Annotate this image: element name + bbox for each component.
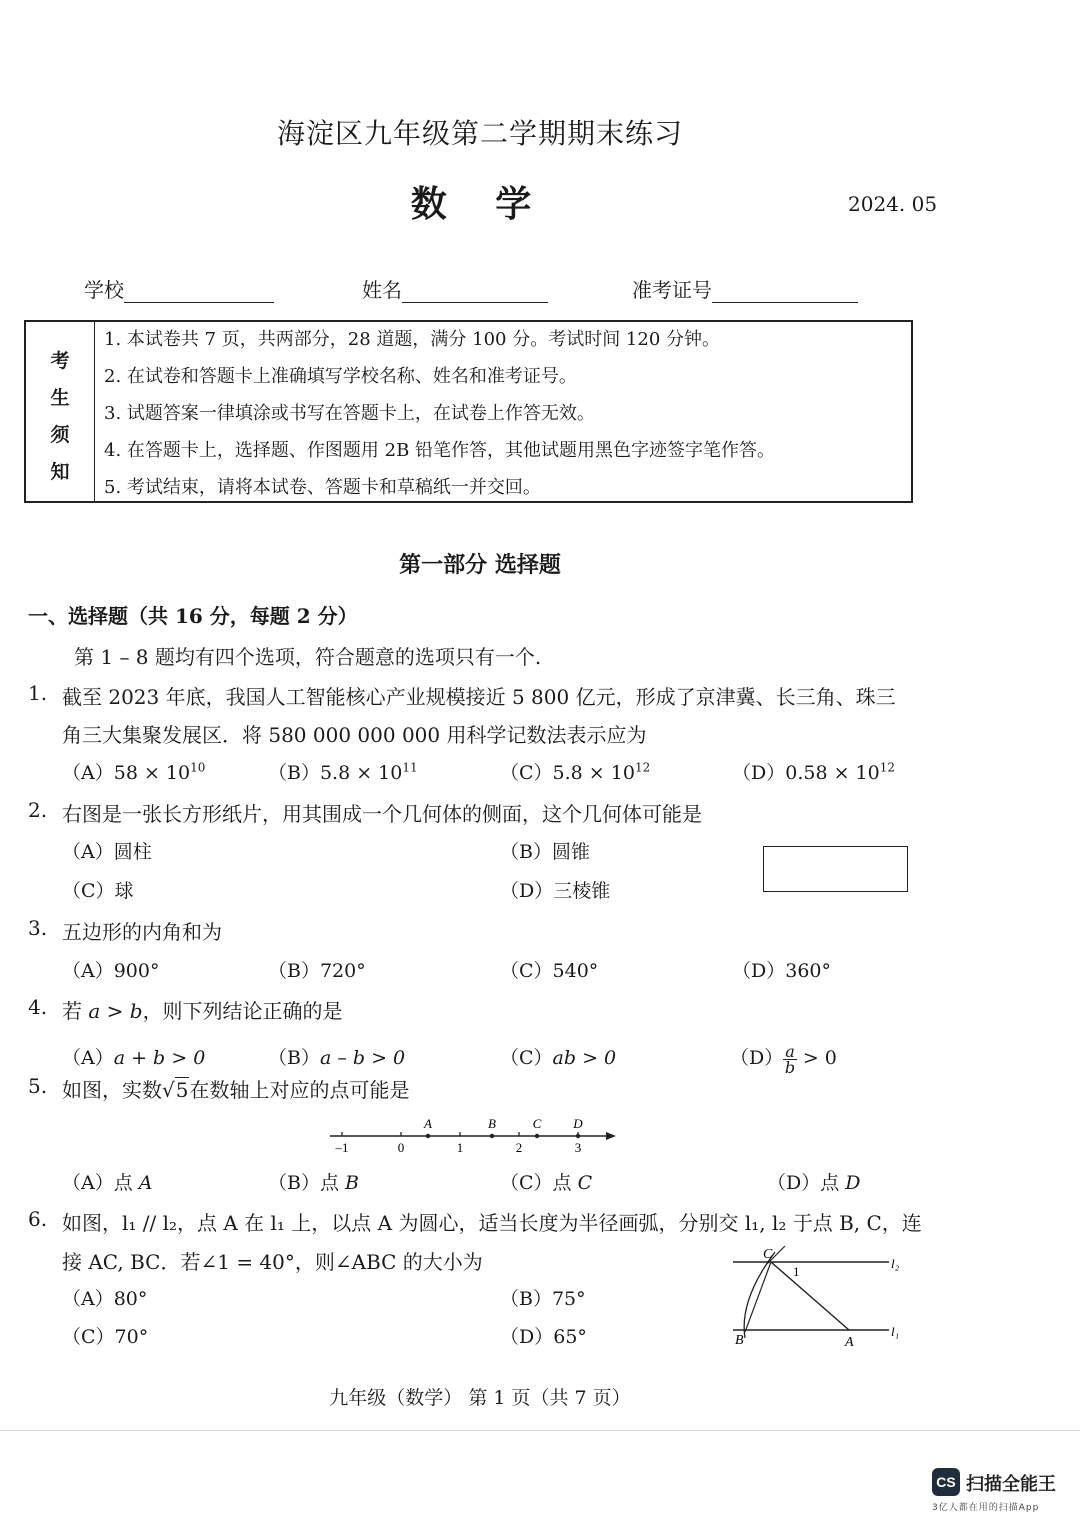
- notice-item: 1. 本试卷共 7 页，共两部分，28 道题，满分 100 分。考试时间 120 分钟。: [104, 329, 721, 350]
- option-d: （D）点 D: [767, 1172, 861, 1194]
- notice-side-char: 考: [50, 350, 70, 372]
- number-line-point: [490, 1134, 494, 1138]
- scanner-tagline: 3亿人都在用的扫描App: [932, 1503, 1040, 1513]
- arrow-icon: [606, 1132, 616, 1140]
- question-stem: 若 a > b，则下列结论正确的是: [62, 999, 343, 1023]
- label-angle-1: 1: [793, 1264, 800, 1279]
- page-footer: 九年级（数学） 第 1 页（共 7 页）: [329, 1387, 631, 1409]
- exam-title: 海淀区九年级第二学期期末练习: [276, 117, 683, 150]
- notice-item: 4. 在答题卡上，选择题、作图题用 2B 铅笔作答，其他试题用黑色字迹签字笔作答。: [104, 440, 776, 461]
- school-label: 学校: [84, 278, 124, 302]
- option-b: $(B)5.8 \times 10^{11}$: [268, 760, 418, 784]
- notice-item: 5. 考试结束，请将本试卷、答题卡和草稿纸一并交回。: [104, 477, 541, 498]
- label-l2: l₂: [891, 1256, 900, 1271]
- option-b: （B）a – b > 0: [268, 1047, 406, 1069]
- question-stem: 截至 2023 年底，我国人工智能核心产业规模接近 5 800 亿元，形成了京津冀、长三角、珠三: [62, 685, 896, 709]
- notice-side-char: 生: [50, 387, 70, 409]
- part-title: 第一部分 选择题: [399, 552, 561, 578]
- parallel-lines-figure: [725, 1240, 915, 1352]
- question-number: 6.: [28, 1207, 48, 1231]
- option-d: （D）360°: [732, 960, 831, 982]
- option-b: （B）75°: [500, 1288, 586, 1310]
- number-line-tick-label: 2: [515, 1140, 523, 1155]
- name-blank: [402, 280, 548, 303]
- question-stem: 如图，实数√5在数轴上对应的点可能是: [62, 1078, 410, 1102]
- notice-items: [104, 328, 775, 513]
- option-a: （A）a + b > 0: [62, 1047, 206, 1069]
- section-title: 一、选择题（共 16 分，每题 2 分）: [28, 604, 358, 628]
- question-stem: 角三大集聚发展区．将 580 000 000 000 用科学记数法表示应为: [62, 723, 647, 747]
- option-a: $(A)58 \times 10^{10}$: [62, 760, 206, 784]
- number-line-point-label: D: [573, 1116, 583, 1131]
- subject-title: 数 学: [410, 183, 550, 225]
- option-c: （C）540°: [500, 960, 599, 982]
- school-blank: [124, 280, 274, 303]
- notice-side-char: 知: [50, 461, 70, 483]
- name-label: 姓名: [362, 278, 402, 302]
- exam-date: 2024. 05: [848, 192, 938, 216]
- number-line-figure: [320, 1110, 630, 1160]
- label-b: B: [735, 1333, 744, 1348]
- question-stem: 右图是一张长方形纸片，用其围成一个几何体的侧面，这个几何体可能是: [62, 802, 702, 826]
- number-line-point-label: A: [424, 1116, 432, 1131]
- exam-id-field: [632, 274, 858, 303]
- label-a: A: [845, 1335, 854, 1350]
- scan-divider: [0, 1430, 1080, 1431]
- option-b: （B）圆锥: [500, 841, 590, 863]
- option-c: （C）ab > 0: [500, 1047, 617, 1069]
- notice-side-label: [26, 322, 95, 501]
- number-line-tick-label: 0: [397, 1140, 405, 1155]
- option-b: （B）720°: [268, 960, 366, 982]
- option-b: （B）点 B: [268, 1172, 359, 1194]
- number-line-tick-label: 1: [456, 1140, 464, 1155]
- label-l1: l₁: [891, 1324, 900, 1339]
- label-c: C: [763, 1247, 773, 1262]
- section-note: 第 1 – 8 题均有四个选项，符合题意的选项只有一个.: [74, 645, 542, 669]
- question-number: 3.: [28, 916, 48, 940]
- number-line-point-label: B: [488, 1116, 496, 1131]
- option-d: （D）三棱锥: [500, 880, 611, 902]
- rectangle-paper-figure: [763, 846, 908, 892]
- notice-item: 3. 试题答案一律填涂或书写在答题卡上，在试卷上作答无效。: [104, 403, 595, 424]
- question-number: 5.: [28, 1074, 48, 1098]
- notice-item: 2. 在试卷和答题卡上准确填写学校名称、姓名和准考证号。: [104, 366, 577, 387]
- question-stem: 五边形的内角和为: [62, 920, 222, 944]
- question-number: 1.: [28, 681, 48, 705]
- number-line-tick-label: 3: [574, 1140, 582, 1155]
- option-c: $(C)5.8 \times 10^{12}$: [500, 760, 651, 784]
- exam-id-blank: [712, 280, 858, 303]
- number-line-point: [576, 1134, 580, 1138]
- option-c: （C）70°: [62, 1326, 149, 1348]
- option-a: （A）点 A: [62, 1172, 153, 1194]
- question-stem: 接 AC, BC．若∠1 = 40°，则∠ABC 的大小为: [62, 1250, 483, 1274]
- segment-ac: [771, 1262, 849, 1330]
- question-number: 2.: [28, 798, 48, 822]
- segment-bc: [745, 1262, 771, 1332]
- question-number: 4.: [28, 995, 48, 1019]
- question-stem: 如图，l₁ // l₂，点 A 在 l₁ 上，以点 A 为圆心，适当长度为半径画弧，分别交 l₁, l₂ 于点 B, C，连: [62, 1211, 922, 1235]
- option-d: （D） $\frac{a}{b}$ > 0: [730, 1041, 837, 1077]
- option-a: （A）900°: [62, 960, 160, 982]
- option-d: （D）65°: [500, 1326, 587, 1348]
- scanner-name: 扫描全能王: [966, 1474, 1056, 1495]
- option-d: $(D)0.58 \times 10^{12}$: [732, 760, 895, 784]
- option-a: （A）圆柱: [62, 841, 152, 863]
- option-a: （A）80°: [62, 1288, 148, 1310]
- sqrt-symbol: √5: [162, 1078, 189, 1102]
- number-line-point: [426, 1134, 430, 1138]
- option-c: （C）球: [62, 880, 134, 902]
- name-field: [362, 274, 548, 303]
- number-line-point: [535, 1134, 539, 1138]
- fraction: $\frac{a}{b}$: [784, 1041, 796, 1077]
- option-c: （C）点 C: [500, 1172, 593, 1194]
- exam-id-label: 准考证号: [632, 278, 712, 302]
- number-line-tick-label: –1: [335, 1140, 349, 1155]
- candidate-notice-box: [24, 320, 913, 503]
- notice-side-char: 须: [50, 424, 70, 446]
- school-field: [84, 274, 274, 303]
- camscanner-icon: CS: [932, 1468, 960, 1496]
- number-line-point-label: C: [532, 1116, 542, 1131]
